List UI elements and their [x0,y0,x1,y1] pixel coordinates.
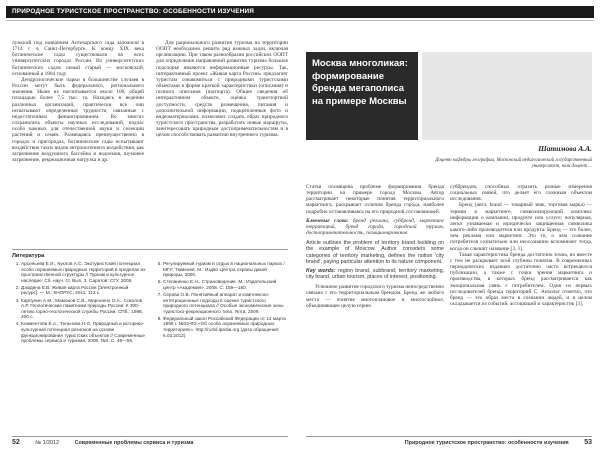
literature-item: 7. Серова О.В. Понятийный аппарат и комплексно-интеграционные подходы в оценке туристского природного потенциала // Особые экономические зоны туристско-рекреационного типа. Ялта, 2009. [163,292,288,314]
body-paragraph: Успешное развитие городского туризма непосредственно связано с его территориальным брендом. Бренд же любого места — понятие многоплановое и многослойное, объединяющее целую серию [306,284,444,309]
author-affiliation: Доцент кафедры географии, Московский педагогический государственный университет, наш доцент ... [435,158,592,169]
footer-rule [12,436,288,437]
paragraph: лужский под названием Аптекарского сада заложили в 1714 г. в Санкт-Петербурге. К концу XIX века ботанические сады существовали во всех университетских городах России. Из университетских ботанических садов самый старый — московский, основанный в 1804 году. [12,40,144,77]
journal-name: Современные проблемы сервиса и туризма [74,440,194,446]
left-column-1 [12,40,144,246]
keywords-ru [306,218,444,236]
literature-item: 8. Федеральный закон Российской Федерации от 14 марта 1995 г. №33-ФЗ «Об особо охраняемых природных территориях». http://rumil.ipedia.org (дата обращения: 6.02.2012). [163,316,288,338]
literature-block [12,249,288,430]
literature-column-2 [154,261,288,345]
keywords-en-label: Key words: [306,267,336,274]
literature-item: 5. Регулируемый туризм и отдых в национальных парках / МГУ; Тюменев. М.: Издво Центра охраны дикой природы, 2000. [163,261,288,278]
paragraph: Для рационального развития туризма на территории ООПТ необходимо решить ряд важных задач, включая организацию. При таком разнообразии российских ООПТ для определения направлений развития туризма большое подспорье являются информационные ресурсы. Так, интерактивный проект «Живая карта России» предлагает туристам ознакомиться с природными туристскими объектами в форме краткой характеристики (описания) и полного описания (паспорта). Общие сведения об интерактивном объекте, оценка транспортной доступности, средств размещения, питания и дополнительной информации, подкрепленные фото и видеоматериалами, позволяют создать образ природного туристского пространства, разработать новые маршруты, заинтересовать природным достопримечательностям и в целом способствовать развитию внутреннего туризма. [156,40,288,139]
keywords-en-text: region brand, subbrand, territory marketing, city brand, urban tourism, places of interest, positioning. [306,267,444,281]
right-column-2 [450,184,592,430]
right-footer [306,438,592,448]
keywords-ru-label: Ключевые слова: [306,217,349,224]
literature-item: 4. Климентова Е.А., Тельнова Н.О. Природный и историко-культурный потенциал регионов на основе функционирования туристских объектов // Современные проблемы сервиса и туризма. 2008. №4. С. 49—55. [21,321,146,343]
literature-column-1 [12,261,146,345]
page-number: 52 [12,439,20,446]
literature-item: 6. Степаненко Е.Н., Страноведение. М.: Издательский центр «Академия», 2008. С. 159—160. [163,279,288,290]
abstract-ru: Статья посвящена проблеме формирования бренда территории на примере города Москвы. Автор рассматривает некоторые понятия территориального маркетинга, раскрывает отличия бренда города, наиболее подробно останавливаясь на его природной составляющей. [306,184,444,215]
paragraph: Дендрологические парки в большинстве случаев в России могут быть федерального, регионального значения. Ныне их насчитывается около 100, общей площадью более 7,5 тыс. га. Находясь в ведении различных организаций, практически все они испытывают определенные трудности, связанные с недостаточным финансированием. Во многих сохранились объекты научных исследований, подчас особо важных для отечественной науки и селекции растений и семян. Размещаясь преимущественно в городах и пригородах, ботанические сады испытывают воздействие таких видов антропогенного воздействия, как загрязнение воздушного бассейна и водоемов, шумовое загрязнение, рекреационная нагрузка и др. [12,76,144,163]
issue-number: № 1/2012 [35,440,60,446]
running-header: ПРИРОДНОЕ ТУРИСТСКОЕ ПРОСТРАНСТВО: ОСОБЕННОСТИ ИЗУЧЕНИЯ [6,6,594,18]
page-number: 53 [584,439,592,446]
article-title: Москва многоликая: формирование бренда мегаполиса на примере Москвы [306,52,418,140]
abstract-en: Article outlines the problem of territory brand building on the example of Moscow. Author considers some categories of territory marketing, defines the notion 'city brand', paying particular attention to its nature component. [306,240,444,265]
article-author: Шатимова А.А. [538,144,592,153]
left-footer [12,438,288,448]
right-column-1 [306,184,444,430]
keywords-ru-text: бренд региона, суббренд, маркетинг территорий, бренд города, городской туризм, достопримечательность, позиционирование. [306,217,444,237]
body-paragraph: Такая характеристика бренда достаточно точна, но вместе с тем не раскрывает всей глубины понятия. В современных периодических изданиях достаточно часто встречаются публикации, а также с точки зрения маркетинга и производства, в которых бренд рассматривается как эмоциональная связь с потребителем. Один из первых исследователей бренда территорий С. Анхольт отметил, что бренд — это образ места в сознании людей, и в целом складывается из событий, ассоциаций и характеристик [3]. [450,251,592,307]
left-column-2 [156,40,288,246]
literature-item: 2. Дзюдина Е.В. Живая карта России [Электронный ресурс]. — М.: КНОРУС, 2011. 112 с. [21,285,146,296]
footer-rule [306,436,592,437]
running-footer-title: Природное туристское пространство: особенности изучения [404,440,569,446]
keywords-en [306,268,444,280]
body-paragraph: Бренд (англ. brand — товарный знак, торговая марка) — термин в маркетинге, символизирующий комплекс информации о компании, продукте или услуге; популярная, легко узнаваемая и юридически защищенная символика какого-либо производителя или продукта. Бренд — это более, чем реклама или маркетинг. Это то, о чем сознание потребителя сознательно или неосознанно вспоминает тогда, когда он слышит название [3, 1]. [450,202,592,252]
literature-item: 1. Арсеньева Е.И., Куклов А.С. Экотуристский потенциал особо охраняемых природных территорий в пределах их пространственной структуры // Туризм и культурное наследие: Сб. науч. ст. Вып. 3. Саратов: СГУ, 2005. [21,261,146,283]
title-grey-panel [422,52,592,140]
literature-title: Литература [12,253,45,259]
body-paragraph: суббрендов, способных отразить разные измерения социальных связей, что делает его сложным объектом исследования. [450,184,592,203]
literature-item: 3. Карпунин А.М., Мамонов С.В., Миронено О.А., Соколов А.Р. Геологические памятники природы России: К 300-летию горно-геологической службы России. СПб.: 1998, 200 с. [21,298,146,320]
